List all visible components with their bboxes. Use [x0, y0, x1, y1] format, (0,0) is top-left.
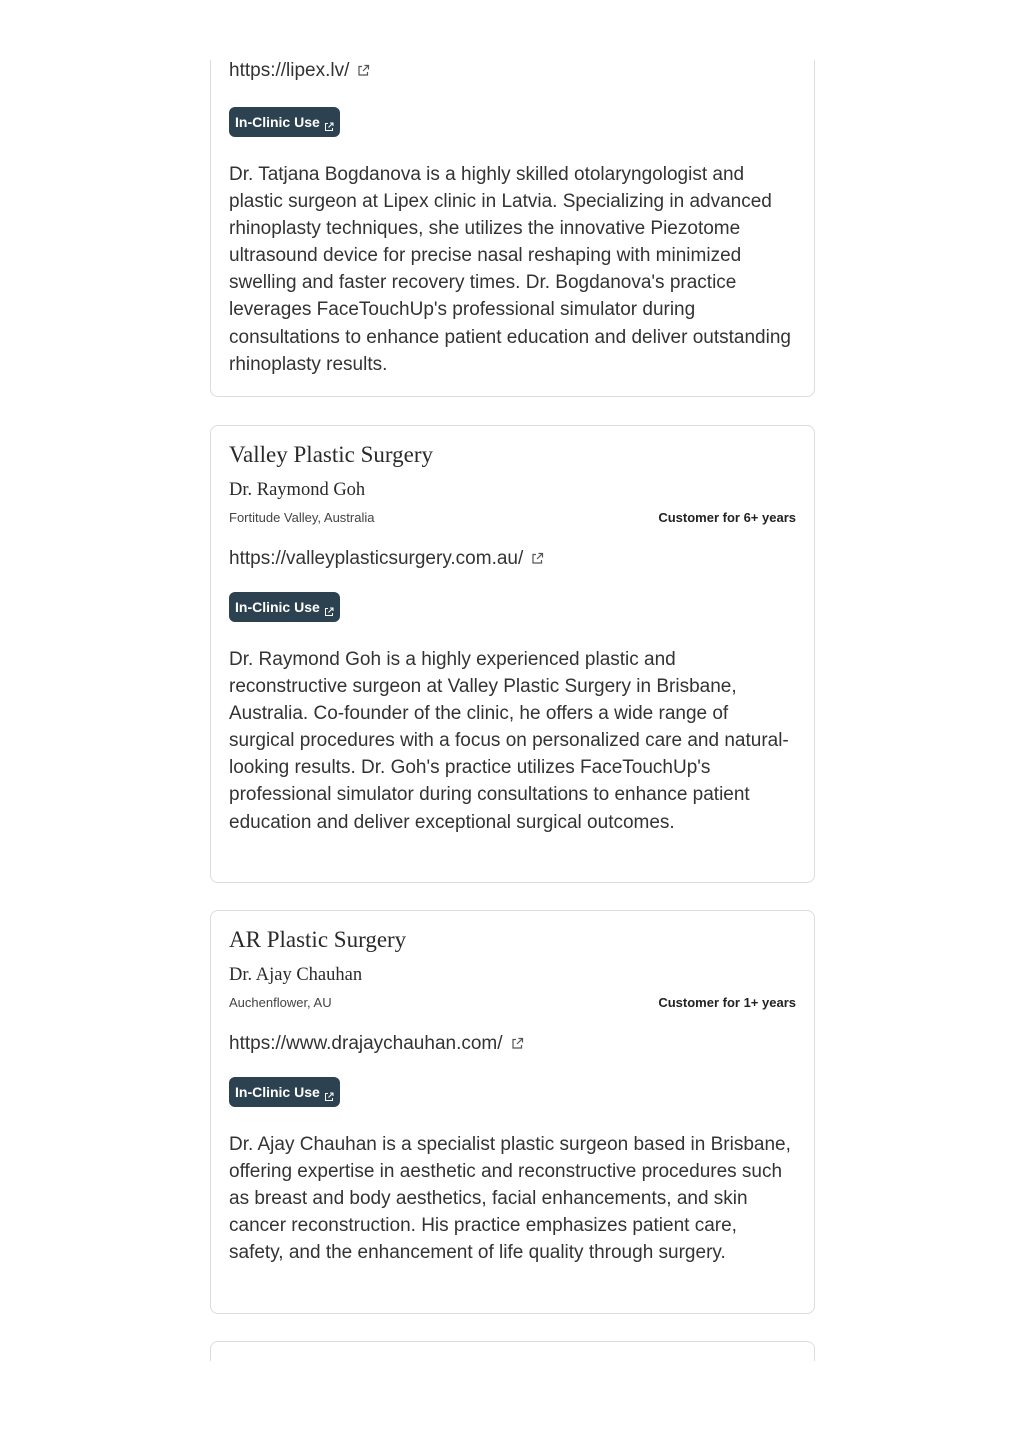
clinic-url-link[interactable]: [229, 1033, 524, 1056]
clinic-name: AR Plastic Surgery: [229, 927, 407, 952]
clinic-location: Fortitude Valley, Australia: [229, 510, 375, 525]
clinic-location: Auchenflower, AU: [229, 995, 332, 1010]
external-link-icon: [324, 112, 334, 142]
in-clinic-use-badge[interactable]: [229, 107, 340, 137]
customer-tenure: Customer for 1+ years: [658, 995, 796, 1010]
clinic-url-text[interactable]: https://lipex.lv/: [229, 60, 350, 81]
badge-label: In-Clinic Use: [235, 114, 320, 130]
customer-tenure: Customer for 6+ years: [658, 510, 796, 525]
doctor-name: Dr. Raymond Goh: [229, 480, 366, 500]
in-clinic-use-badge[interactable]: [229, 592, 340, 622]
clinic-url-text[interactable]: https://valleyplasticsurgery.com.au/: [229, 548, 524, 569]
clinic-url-link[interactable]: [229, 548, 544, 571]
clinic-url-link[interactable]: [229, 60, 370, 83]
in-clinic-use-badge[interactable]: [229, 1077, 340, 1107]
external-link-icon: [511, 1034, 524, 1056]
clinic-name: Valley Plastic Surgery: [229, 442, 433, 467]
clinic-description: Dr. Tatjana Bogdanova is a highly skilled otolaryngologist and plastic surgeon at Lipex clinic in Latvia. Specializing in advanced rhinoplasty techniques, she utilizes the innovative Piezotome ultrasound device for precise nasal reshaping with minimized swelling and faster recovery times. Dr. Bogdanova's practice leverages FaceTouchUp's professional simulator during consultations to enhance patient education and deliver outstanding rhinoplasty results.: [229, 164, 791, 375]
external-link-icon: [531, 549, 544, 571]
external-link-icon: [324, 1082, 334, 1112]
badge-label: In-Clinic Use: [235, 1084, 320, 1100]
clinic-description: Dr. Raymond Goh is a highly experienced plastic and reconstructive surgeon at Valley Plastic Surgery in Brisbane, Australia. Co-founder of the clinic, he offers a wide range of surgical procedures with a focus on personalized care and natural-looking results. Dr. Goh's practice utilizes FaceTouchUp's professional simulator during consultations to enhance patient education and deliver exceptional surgical outcomes.: [229, 649, 789, 833]
clinic-card-lipex: [210, 60, 815, 397]
external-link-icon: [324, 597, 334, 627]
badge-label: In-Clinic Use: [235, 599, 320, 615]
clinic-card-ar: [210, 910, 815, 1314]
clinic-card-next: [210, 1341, 815, 1361]
clinic-card-valley: [210, 425, 815, 883]
clinic-description: Dr. Ajay Chauhan is a specialist plastic surgeon based in Brisbane, offering expertise in aesthetic and reconstructive procedures such as breast and body aesthetics, facial enhancements, and skin cancer reconstruction. His practice emphasizes patient care, safety, and the enhancement of life quality through surgery.: [229, 1134, 791, 1264]
clinic-url-text[interactable]: https://www.drajaychauhan.com/: [229, 1033, 503, 1054]
clinic-list: [0, 60, 1024, 1361]
doctor-name: Dr. Ajay Chauhan: [229, 965, 363, 985]
external-link-icon: [357, 61, 370, 83]
